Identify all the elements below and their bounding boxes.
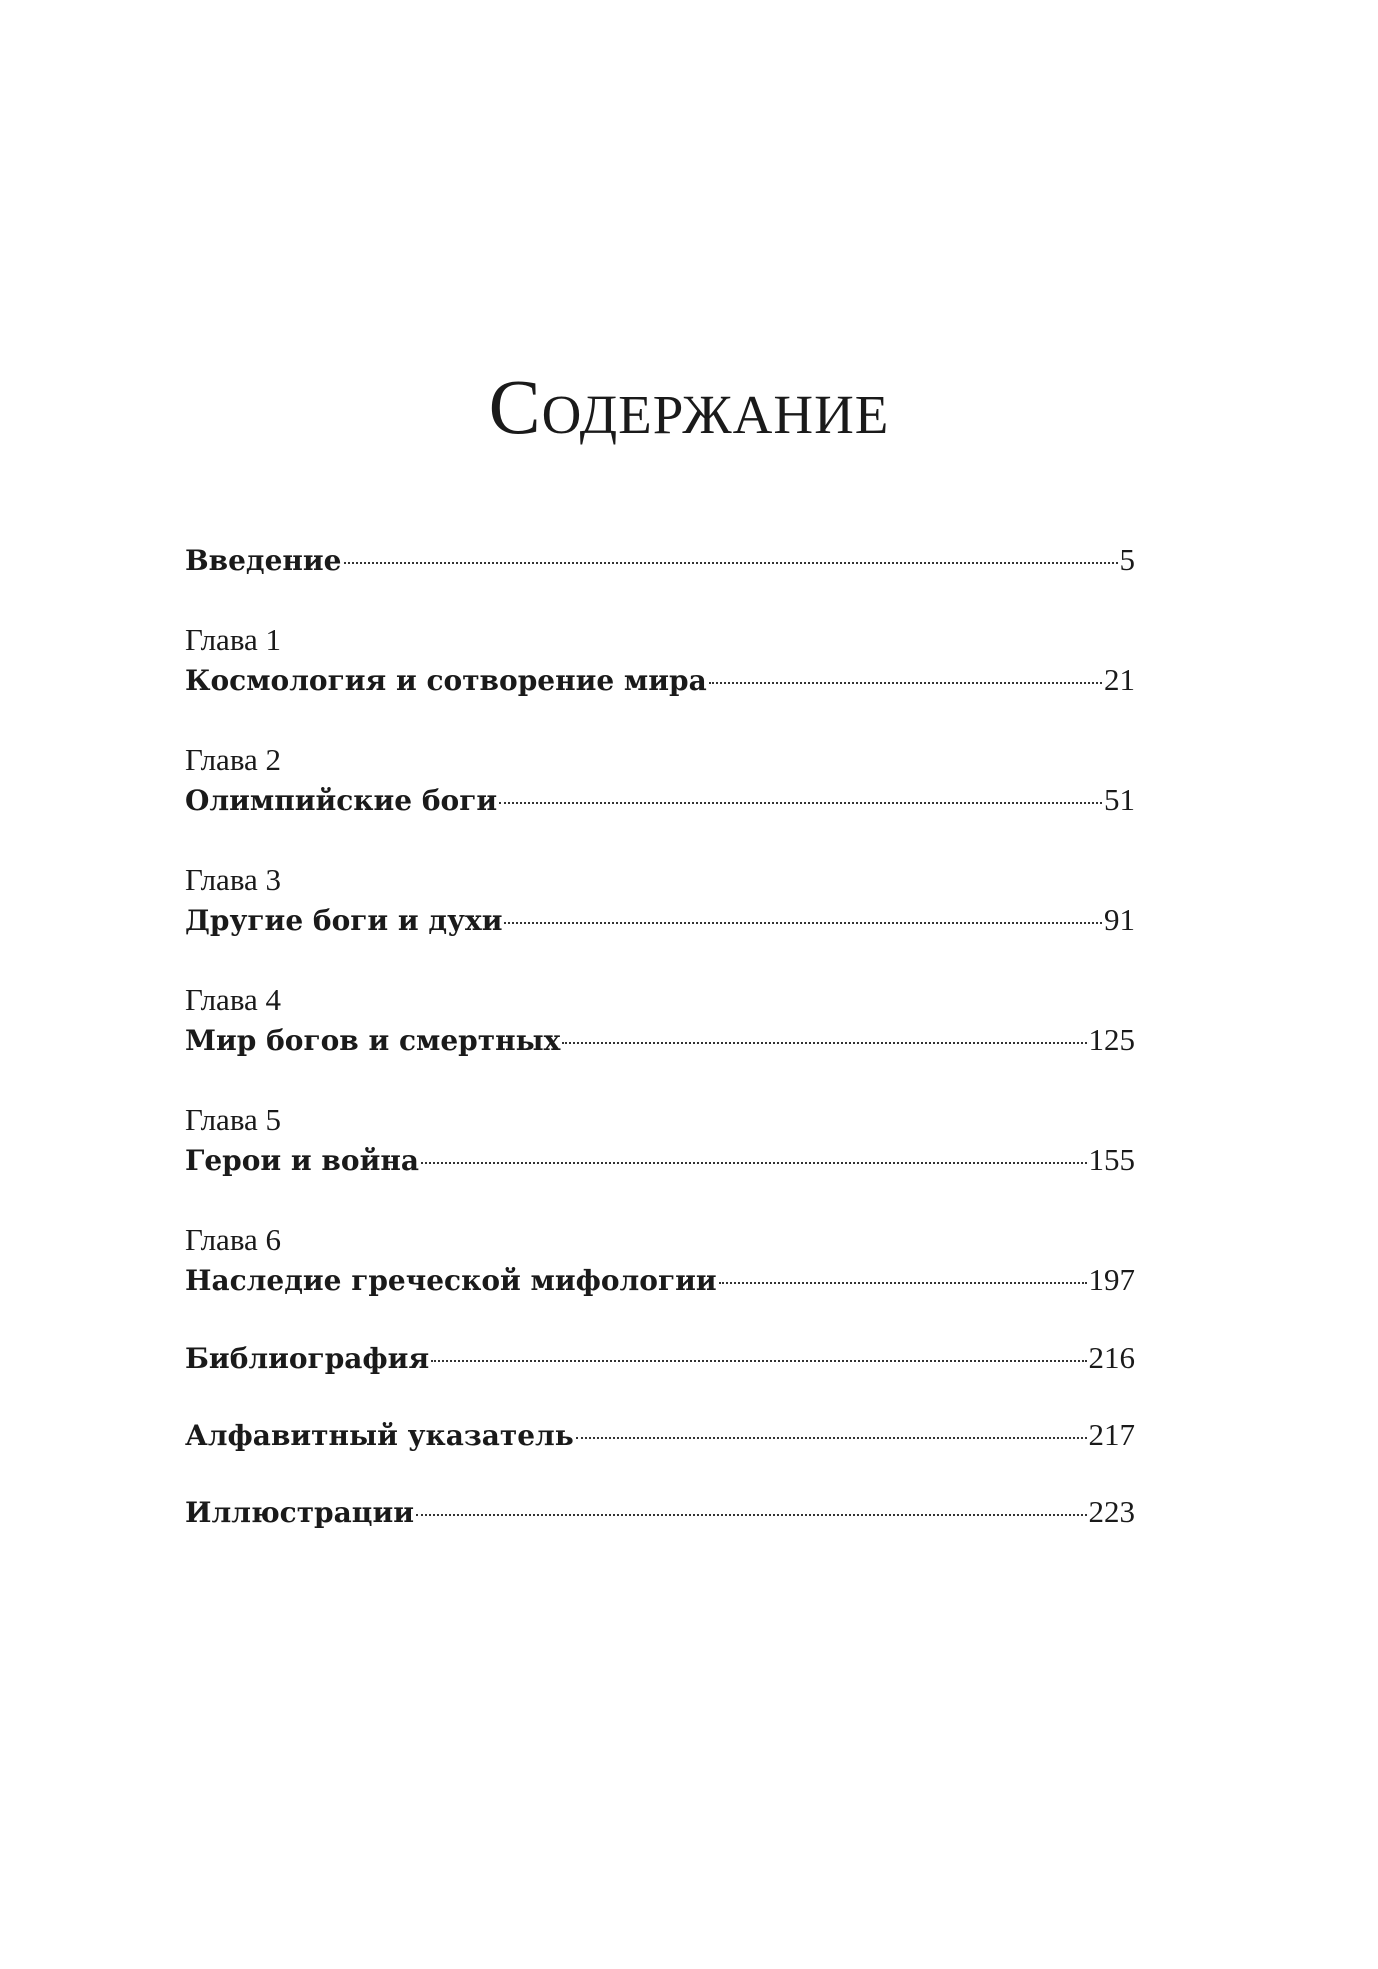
chapter-number: Глава 1 [185, 622, 282, 657]
toc-entry-label: Герои и война [185, 1144, 419, 1177]
toc-entry-chapter-6[interactable] [185, 1260, 1135, 1301]
dot-leader [499, 802, 1102, 804]
toc-page-number: 5 [1119, 542, 1135, 577]
toc-entry-label: Олимпийские боги [185, 784, 498, 817]
page-title: Содержание [488, 363, 890, 450]
toc-page-number: 21 [1104, 662, 1135, 697]
chapter-number: Глава 5 [185, 1102, 282, 1137]
toc-entry-chapter-3[interactable] [185, 900, 1135, 941]
toc-page-number: 125 [1088, 1022, 1135, 1057]
chapter-number: Глава 6 [185, 1222, 282, 1257]
dot-leader [562, 1042, 1086, 1044]
toc-page-number: 155 [1088, 1142, 1135, 1177]
toc-page-number: 223 [1088, 1494, 1135, 1529]
toc-entry-label: Библиография [185, 1342, 430, 1375]
toc-entry-label: Мир богов и смертных [185, 1024, 561, 1057]
toc-entry-chapter-5[interactable] [185, 1140, 1135, 1181]
dot-leader [344, 562, 1118, 564]
dot-leader [719, 1282, 1087, 1284]
toc-entry-chapter-4[interactable] [185, 1020, 1135, 1061]
toc-page-number: 91 [1104, 902, 1135, 937]
toc-entry-label: Другие боги и духи [185, 904, 503, 937]
toc-page-number: 216 [1088, 1340, 1135, 1375]
toc-entry-label: Космология и сотворение мира [185, 664, 707, 697]
dot-leader [576, 1437, 1087, 1439]
toc-page-number: 217 [1088, 1417, 1135, 1452]
toc-entry-introduction[interactable] [185, 540, 1135, 581]
toc-entry-bibliography[interactable] [185, 1338, 1135, 1379]
dot-leader [421, 1162, 1087, 1164]
dot-leader [504, 922, 1102, 924]
dot-leader [416, 1514, 1087, 1516]
toc-entry-label: Алфавитный указатель [185, 1419, 574, 1452]
toc-page-number: 197 [1088, 1262, 1135, 1297]
chapter-number: Глава 4 [185, 982, 282, 1017]
dot-leader [709, 682, 1102, 684]
toc-entry-label: Иллюстрации [185, 1496, 414, 1529]
table-of-contents [185, 0, 1135, 1969]
toc-entry-chapter-1[interactable] [185, 660, 1135, 701]
chapter-number: Глава 2 [185, 742, 282, 777]
toc-page-number: 51 [1104, 782, 1135, 817]
toc-entry-illustrations[interactable] [185, 1492, 1135, 1533]
dot-leader [431, 1360, 1086, 1362]
toc-entry-label: Наследие греческой мифологии [185, 1264, 717, 1297]
toc-entry-label: Введение [185, 544, 342, 577]
chapter-number: Глава 3 [185, 862, 282, 897]
toc-entry-chapter-2[interactable] [185, 780, 1135, 821]
toc-entry-index[interactable] [185, 1415, 1135, 1456]
